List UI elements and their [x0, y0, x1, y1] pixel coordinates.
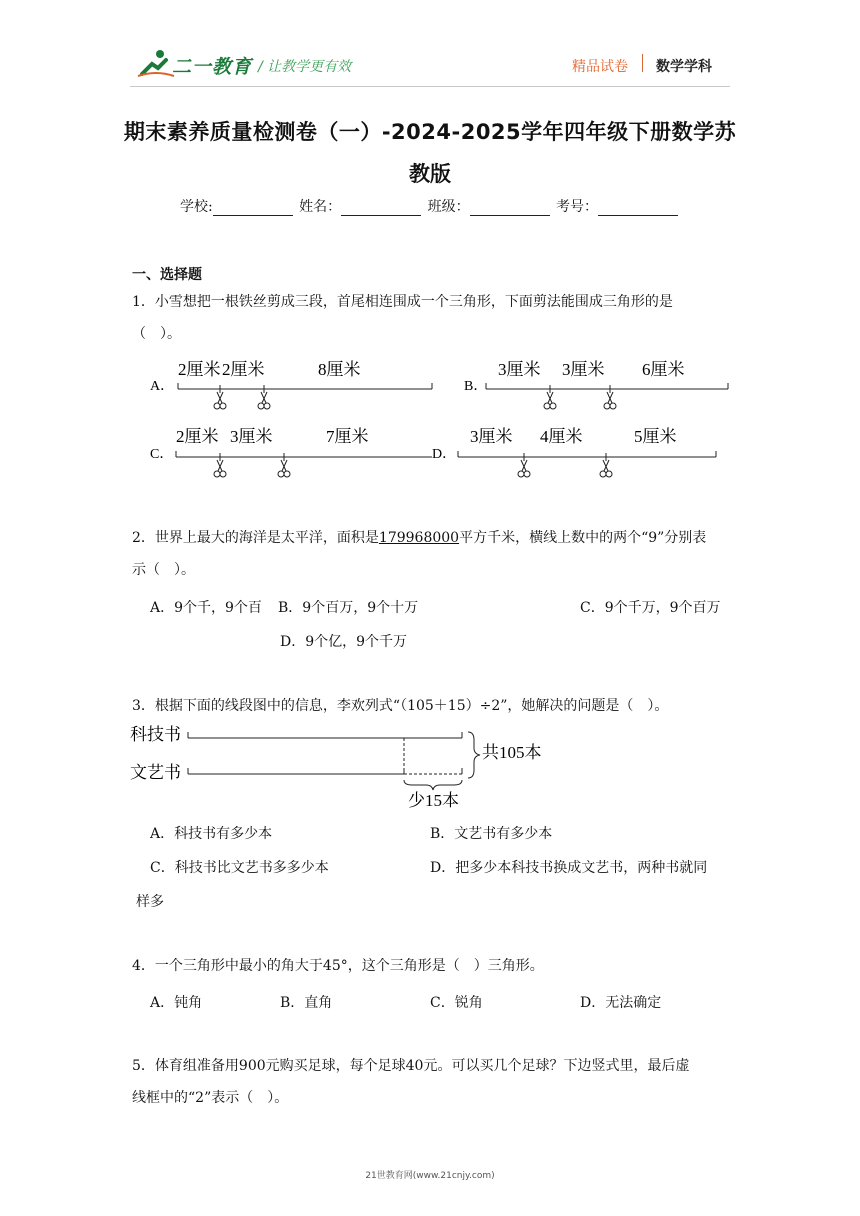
- scissors-icon: [518, 460, 530, 477]
- scissors-icon: [258, 392, 270, 409]
- q2-number: 179968000: [378, 530, 460, 546]
- header-separator: [642, 54, 643, 72]
- q1-b-seg3: 6厘米: [642, 360, 685, 379]
- q2-option-c[interactable]: C．9个千万，9个百万: [580, 600, 721, 616]
- q4-option-c[interactable]: C．锐角: [430, 995, 483, 1011]
- q5-text-cont: 线框中的“2”表示（ ）。: [132, 1090, 289, 1106]
- class-label: 班级：: [427, 199, 470, 215]
- q5-text: 5．体育组准备用900元购买足球，每个足球40元。可以买几个足球？下边竖式里，最后虚: [132, 1058, 690, 1074]
- q3-option-d-cont: 样多: [136, 894, 164, 910]
- page-title-cont: 教版: [409, 162, 451, 186]
- q3-total: 共105本: [482, 743, 542, 762]
- question-1: [132, 286, 732, 350]
- q3-label-top: 科技书: [130, 725, 181, 744]
- q2-text-b: 平方千米，横线上数中的两个“9”分别表: [459, 530, 707, 546]
- q1-b-seg2: 3厘米: [562, 360, 605, 379]
- name-label: 姓名：: [299, 199, 342, 215]
- q1-c-seg2: 3厘米: [230, 427, 273, 446]
- q4-option-b[interactable]: B．直角: [280, 995, 333, 1011]
- q4-option-d[interactable]: D．无法确定: [580, 995, 662, 1011]
- q4-text: 4．一个三角形中最小的角大于45°，这个三角形是（ ）三角形。: [132, 958, 544, 974]
- scissors-icon: [214, 460, 226, 477]
- q1-option-c-label: C．: [150, 447, 174, 462]
- q1-b-seg1: 3厘米: [498, 360, 541, 379]
- q3-line-diagram: [128, 720, 548, 812]
- page-footer: 21世教育网(www.21cnjy.com): [365, 1171, 495, 1181]
- q1-a-seg2: 2厘米: [222, 360, 265, 379]
- q2-text-cont: 示（ ）。: [132, 562, 195, 578]
- q1-figures: [140, 352, 740, 482]
- q1-c-seg3: 7厘米: [326, 427, 369, 446]
- q1-option-d-label: D．: [432, 447, 457, 462]
- name-field[interactable]: [341, 201, 421, 216]
- logo-text: 二一教育: [172, 56, 253, 78]
- school-field[interactable]: [213, 201, 293, 216]
- runner-logo-icon: [136, 48, 176, 80]
- q1-d-seg2: 4厘米: [540, 427, 583, 446]
- q3-less: 少15本: [408, 791, 459, 810]
- q2-option-b[interactable]: B．9个百万，9个十万: [278, 600, 419, 616]
- question-5: [132, 1050, 732, 1114]
- q3-label-bottom: 文艺书: [130, 763, 181, 782]
- q2-text: [132, 522, 732, 554]
- student-info: [0, 196, 860, 216]
- examno-label: 考号：: [556, 199, 599, 215]
- q2-option-d[interactable]: D．9个亿，9个千万: [280, 634, 408, 650]
- tag-premium: 精品试卷: [572, 59, 628, 75]
- school-label: 学校:: [179, 199, 213, 215]
- q1-option-b-label: B．: [464, 379, 488, 394]
- q3-option-b[interactable]: B．文艺书有多少本: [430, 826, 553, 842]
- q1-text-cont: （ ）。: [132, 326, 181, 342]
- q2-text-a: 2．世界上最大的海洋是太平洋，面积是: [132, 530, 379, 546]
- q1-a-seg3: 8厘米: [318, 360, 361, 379]
- q3-option-c[interactable]: C．科技书比文艺书多多少本: [150, 860, 329, 876]
- section-title: 一、选择题: [132, 267, 202, 283]
- scissors-icon: [604, 392, 616, 409]
- header-rule: [130, 86, 730, 87]
- q3-text: 3．根据下面的线段图中的信息，李欢列式“（105＋15）÷2”，她解决的问题是（ ）。: [132, 698, 669, 714]
- q4-option-a[interactable]: A．钝角: [150, 995, 203, 1011]
- class-field[interactable]: [470, 201, 550, 216]
- scissors-icon: [600, 460, 612, 477]
- page-title: 期末素养质量检测卷（一）-2024-2025学年四年级下册数学苏: [123, 120, 737, 144]
- q1-text: 1．小雪想把一根铁丝剪成三段，首尾相连围成一个三角形，下面剪法能围成三角形的是: [132, 294, 673, 310]
- q1-d-seg3: 5厘米: [634, 427, 677, 446]
- scissors-icon: [278, 460, 290, 477]
- q1-d-seg1: 3厘米: [470, 427, 513, 446]
- q1-c-seg1: 2厘米: [176, 427, 219, 446]
- scissors-icon: [214, 392, 226, 409]
- q3-option-a[interactable]: A．科技书有多少本: [150, 826, 273, 842]
- question-4: [132, 950, 732, 982]
- q2-option-a[interactable]: A．9个千，9个百: [150, 600, 262, 616]
- scissors-icon: [544, 392, 556, 409]
- q1-a-seg1: 2厘米: [178, 360, 221, 379]
- tag-subject: 数学学科: [656, 59, 712, 75]
- question-3: [132, 690, 732, 722]
- q3-option-d[interactable]: D．把多少本科技书换成文艺书，两种书就同: [430, 860, 708, 876]
- q1-option-a-label: A．: [150, 379, 175, 394]
- question-2: [132, 522, 732, 586]
- slogan: / 让教学更有效: [258, 59, 352, 75]
- examno-field[interactable]: [598, 201, 678, 216]
